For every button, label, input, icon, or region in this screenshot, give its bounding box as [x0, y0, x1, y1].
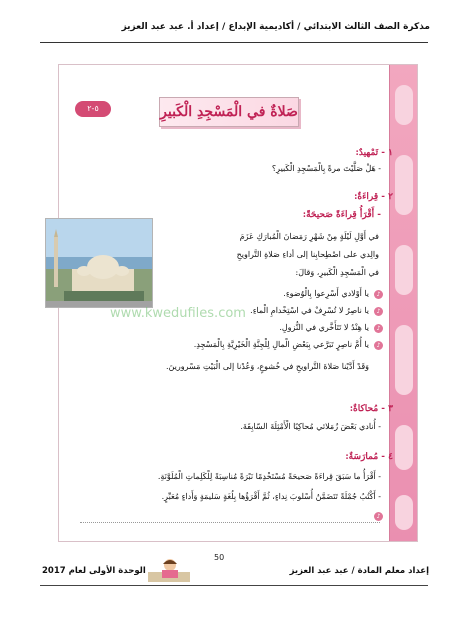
audio-speaker-icon[interactable]: ♪	[374, 341, 383, 350]
section-intro-title: ١ - تَمْهيدٌ:	[355, 148, 393, 158]
footer-unit-year: الوحدة الأولى لعام 2017	[42, 566, 146, 576]
call-line-3: يا هِنْدُ لا تَتَأَخَّري في النُّزولِ.	[279, 323, 369, 332]
practice-line-1: - أَقْرَأُ ما سَبَقَ قِراءَةً صَحيحَةً مُسْتَخْدِمًا نَبْرَةً مُناسِبَةً لِلْكَلِماتِ الْمُلَوَّنَةِ.	[157, 472, 381, 481]
page-number: 50	[214, 553, 225, 562]
footer-divider	[40, 585, 428, 586]
decorative-side-strip	[389, 65, 417, 541]
audio-speaker-icon[interactable]: ♪	[374, 290, 383, 299]
passage-line-3: في الْمَسْجِدِ الْكَبيرِ، وَقالَ:	[295, 268, 379, 277]
section-reading-title: ٢ - قِراءَةٌ:	[354, 192, 393, 202]
header-divider	[40, 42, 428, 43]
call-line-1: يا أَوْلادي أَسْرِعوا بِالْوُضوءِ.	[283, 289, 369, 298]
call-line-4: يا أُمَّ ناصِرٍ تَبَرَّعي بِبَعْضِ الْمالِ لِلْجِنَّةِ الْخَيْرِيَّةِ بِالْمَسْجِدِ.	[193, 340, 369, 349]
section-imitation-line: - أُنادي بَعْضَ زُمَلائي مُحاكِيًا الْأَمْثِلَةَ السّابِقَةَ.	[240, 422, 381, 431]
lesson-title: صَلاةٌ في الْمَسْجِدِ الْكَبيرِ	[159, 97, 299, 127]
answer-dotted-line	[80, 522, 380, 523]
mosque-photo	[45, 218, 153, 308]
lesson-number-badge: ٥-٢	[75, 101, 111, 117]
passage-line-1: في أَوَّلِ لَيْلَةٍ مِنْ شَهْرِ رَمَضانَ الْمُبارَكِ عَزَمَ	[239, 232, 379, 241]
footer-author: إعداد معلم المادة / عبد عبد العزيز	[289, 566, 429, 576]
audio-speaker-icon[interactable]: ♪	[374, 512, 383, 521]
section-intro-question: - هَلْ صَلَّيْتَ مرةً بِالْمَسْجِدِ الْكَبيرِ؟	[271, 164, 381, 173]
passage-line-2: والِدي على اصْطِحابِنا إلى أداءِ صَلاةِ التَّراويحِ	[236, 250, 379, 259]
student-illustration	[148, 556, 190, 584]
section-practice-title: ٤ - مُمارَسَةٌ:	[345, 452, 393, 462]
passage-closing-line: وَقَدْ أَدَّيْنا صَلاةَ التَّراويحِ في خُشوعٍ، وَعُدْنا إلى الْبَيْتِ مَسْرورينَ.	[165, 362, 369, 371]
section-imitation-title: ٣ - مُحاكاةٌ:	[349, 404, 393, 414]
practice-line-2: - أَكْتُبُ جُمْلَةً تَتَضَمَّنُ أُسْلوبَ نِداءٍ، ثُمَّ أَقْرَؤُها بِلُغَةٍ سَليمَةٍ وَأَداءٍ مُعَبِّرٍ.	[161, 492, 381, 501]
watermark-text: www.kwedufiles.com	[110, 306, 246, 321]
audio-speaker-icon[interactable]: ♪	[374, 324, 383, 333]
audio-speaker-icon[interactable]: ♪	[374, 307, 383, 316]
call-line-2: يا ناصِرُ لا تُسْرِفْ في اسْتِخْدامِ الْماءِ.	[250, 306, 369, 315]
section-reading-instruction: - أَقْرَأُ قِراءَةً صَحيحَةً:	[302, 210, 381, 220]
top-header: مذكرة الصف الثالث الابتدائي / أكاديمية الإبداع / إعداد أ. عبد عبد العزيز	[121, 22, 430, 32]
